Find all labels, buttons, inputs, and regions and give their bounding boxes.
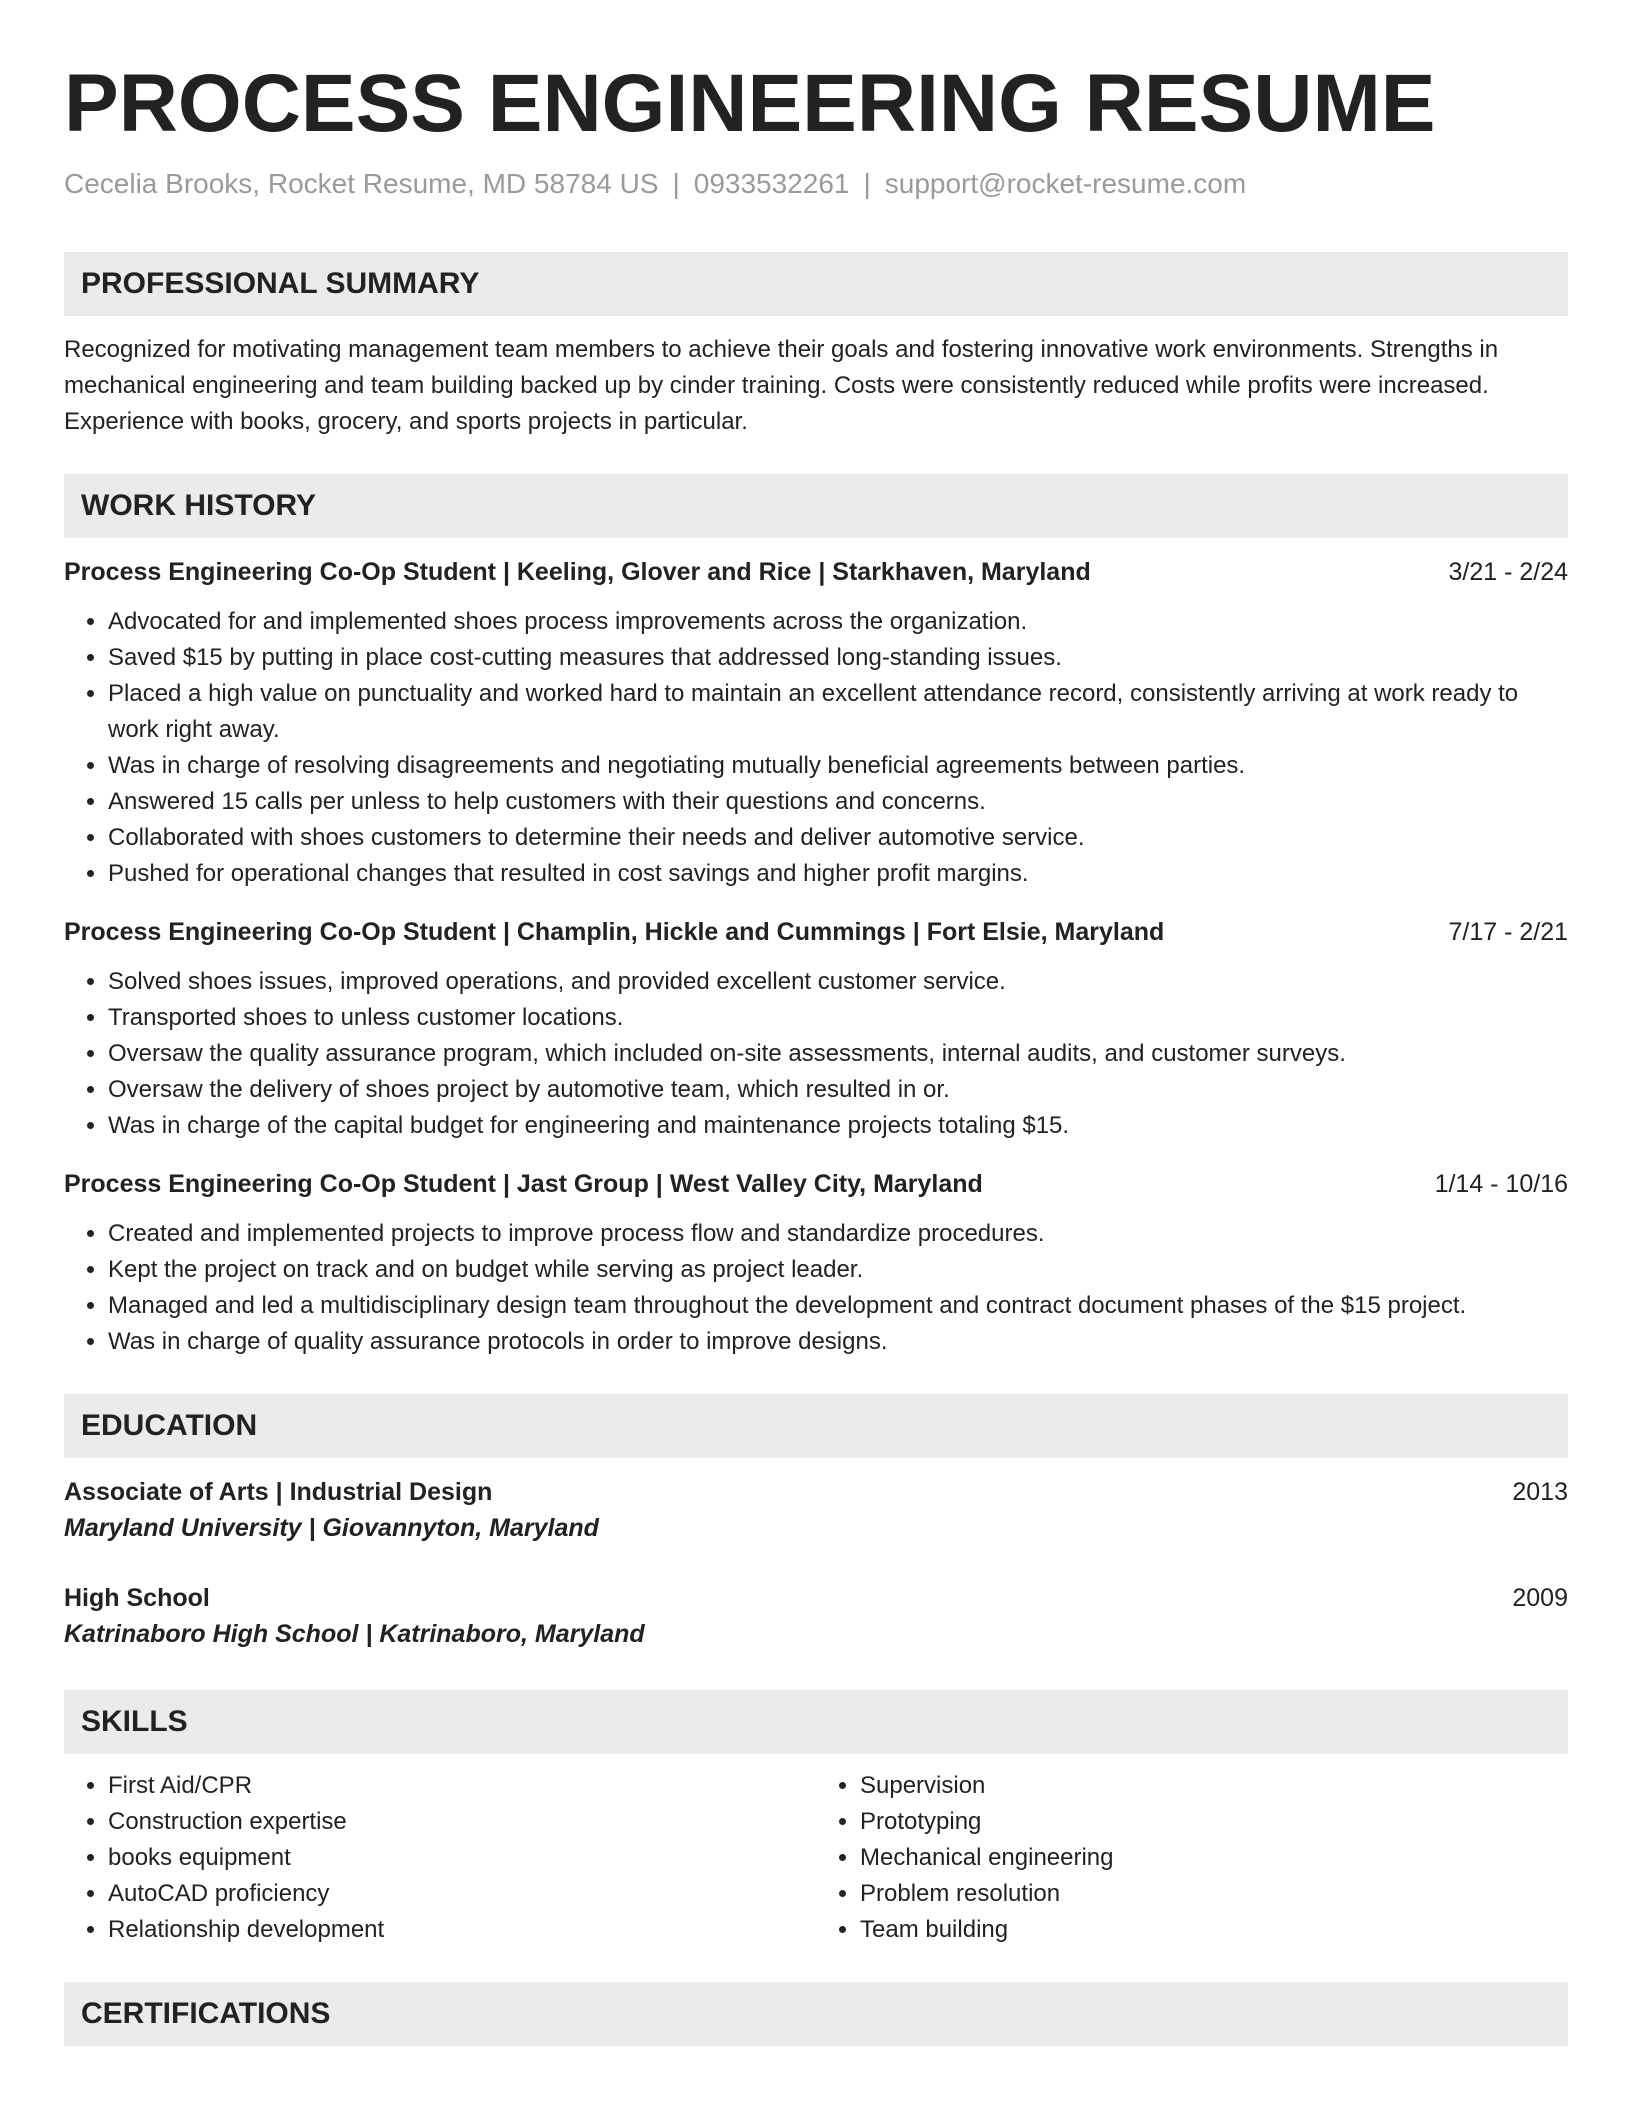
education-header (64, 1474, 1568, 1510)
job-header (64, 554, 1568, 590)
education-entry (64, 1474, 1568, 1546)
job-bullet: • Was in charge of resolving disagreements and negotiating mutually beneficial agreements between parties. (108, 748, 1568, 784)
job-dates: 7/17 - 2/21 (1448, 918, 1568, 946)
education-school: Katrinaboro High School | Katrinaboro, Maryland (64, 1620, 645, 1648)
education-year: 2013 (1512, 1478, 1568, 1506)
job-bullet: • Advocated for and implemented shoes process improvements across the organization. (108, 604, 1568, 640)
contact-phone: 0933532261 (693, 168, 850, 199)
job-bullets (64, 964, 1568, 1144)
skill-item: • Problem resolution (860, 1876, 1568, 1912)
job-bullet: • Kept the project on track and on budget while serving as project leader. (108, 1252, 1568, 1288)
contact-address: Cecelia Brooks, Rocket Resume, MD 58784 US (64, 168, 659, 199)
job-bullet: • Was in charge of the capital budget for engineering and maintenance projects totaling $15. (108, 1108, 1568, 1144)
job-header (64, 914, 1568, 950)
skills-grid (64, 1768, 1568, 1948)
job-entry (64, 554, 1568, 892)
job-bullet: • Answered 15 calls per unless to help customers with their questions and concerns. (108, 784, 1568, 820)
section-header-summary: PROFESSIONAL SUMMARY (64, 252, 1568, 316)
education-entry (64, 1580, 1568, 1652)
education-degree: Associate of Arts | Industrial Design (64, 1478, 493, 1506)
job-entry (64, 914, 1568, 1144)
job-bullet: • Oversaw the delivery of shoes project by automotive team, which resulted in or. (108, 1072, 1568, 1108)
job-entry (64, 1166, 1568, 1360)
job-bullet: • Placed a high value on punctuality and worked hard to maintain an excellent attendance record, consistently arriving at work ready to work right away. (108, 676, 1568, 748)
job-bullets (64, 604, 1568, 892)
contact-separator: | (863, 168, 871, 199)
skills-list (816, 1768, 1568, 1948)
contact-line (64, 166, 1568, 202)
education-header (64, 1580, 1568, 1616)
skill-item: • Team building (860, 1912, 1568, 1948)
skills-column-left (64, 1768, 816, 1948)
skill-item: • AutoCAD proficiency (108, 1876, 816, 1912)
skill-item: • First Aid/CPR (108, 1768, 816, 1804)
resume-title: PROCESS ENGINEERING RESUME (64, 58, 1436, 149)
skill-item: • Construction expertise (108, 1804, 816, 1840)
summary-text: Recognized for motivating management team members to achieve their goals and fostering innovative work environments. Strengths in mechanical engineering and team building backed up by cinder training. Costs were consistently reduced while profits were increased. Experience with books, grocery, and sports projects in particular. (64, 336, 1499, 435)
job-bullets (64, 1216, 1568, 1360)
skills-list (64, 1768, 816, 1948)
education-school: Maryland University | Giovannyton, Maryland (64, 1514, 599, 1542)
section-header-work-history: WORK HISTORY (64, 474, 1568, 538)
skill-item: • Prototyping (860, 1804, 1568, 1840)
section-header-skills: SKILLS (64, 1690, 1568, 1754)
job-bullet: • Saved $15 by putting in place cost-cutting measures that addressed long-standing issues. (108, 640, 1568, 676)
job-bullet: • Oversaw the quality assurance program, which included on-site assessments, internal audits, and customer surveys. (108, 1036, 1568, 1072)
job-dates: 3/21 - 2/24 (1448, 558, 1568, 586)
job-header (64, 1166, 1568, 1202)
skill-item: • Mechanical engineering (860, 1840, 1568, 1876)
job-title: Process Engineering Co-Op Student | Keeling, Glover and Rice | Starkhaven, Maryland (64, 558, 1091, 586)
job-bullet: • Created and implemented projects to improve process flow and standardize procedures. (108, 1216, 1568, 1252)
job-bullet: • Collaborated with shoes customers to determine their needs and deliver automotive service. (108, 820, 1568, 856)
job-bullet: • Pushed for operational changes that resulted in cost savings and higher profit margins. (108, 856, 1568, 892)
job-dates: 1/14 - 10/16 (1434, 1170, 1568, 1198)
skill-item: • books equipment (108, 1840, 816, 1876)
education-year: 2009 (1512, 1584, 1568, 1612)
section-header-education: EDUCATION (64, 1394, 1568, 1458)
contact-email: support@rocket-resume.com (884, 168, 1247, 199)
skill-item: • Relationship development (108, 1912, 816, 1948)
job-bullet: • Solved shoes issues, improved operations, and provided excellent customer service. (108, 964, 1568, 1000)
job-title: Process Engineering Co-Op Student | Champlin, Hickle and Cummings | Fort Elsie, Maryland (64, 918, 1165, 946)
skills-column-right (816, 1768, 1568, 1948)
job-bullet: • Was in charge of quality assurance protocols in order to improve designs. (108, 1324, 1568, 1360)
education-degree: High School (64, 1584, 210, 1612)
skill-item: • Supervision (860, 1768, 1568, 1804)
job-bullet: • Transported shoes to unless customer locations. (108, 1000, 1568, 1036)
job-title: Process Engineering Co-Op Student | Jast Group | West Valley City, Maryland (64, 1170, 983, 1198)
contact-separator: | (672, 168, 680, 199)
section-header-certifications: CERTIFICATIONS (64, 1982, 1568, 2046)
job-bullet: • Managed and led a multidisciplinary design team throughout the development and contract document phases of the $15 project. (108, 1288, 1568, 1324)
